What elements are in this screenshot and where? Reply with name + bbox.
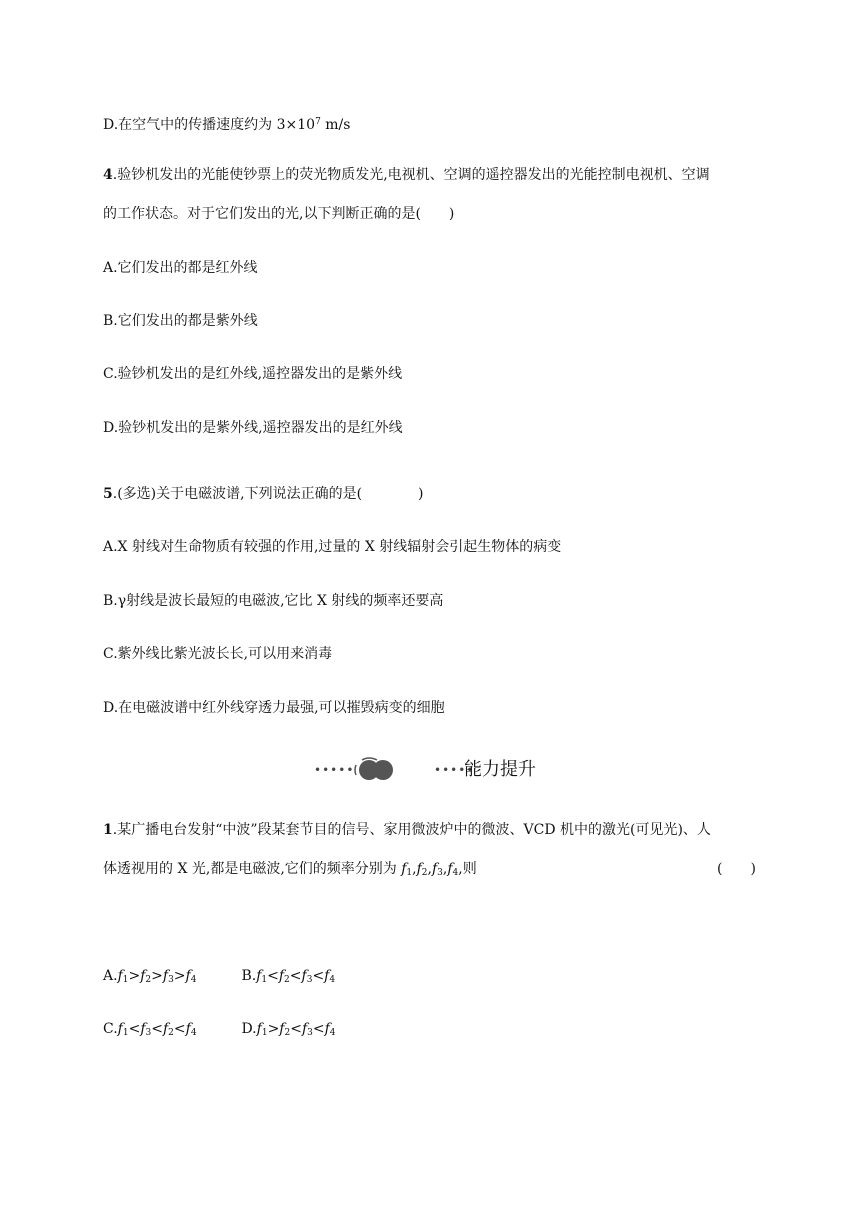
var-f: f — [416, 861, 422, 877]
section-divider — [314, 756, 554, 784]
p1-option-b: $B.f_1<f_2<f_3<f_4$ — [241, 968, 336, 985]
two-circles-icon — [350, 757, 400, 783]
q5-option-c: C.紫外线比紫光波长长,可以用来消毒 — [103, 646, 333, 662]
p1-stem-line2: 体透视用的 X 光,都是电磁波,它们的频率分别为 $f_1,f_2,f_3,f_4$,则 — [103, 861, 477, 878]
unit-text: m/s — [320, 117, 351, 133]
var-f: f — [401, 861, 407, 877]
answer-paren: ( ) — [717, 861, 756, 877]
p1-options-row1 — [103, 966, 375, 990]
var-f: f — [447, 861, 453, 877]
question-text: .某广播电台发射“中波”段某套节目的信号、家用微波炉中的微波、VCD 机中的激光(可见光)、人 — [112, 822, 711, 838]
p1-option-c: $C.f_1<f_3<f_2<f_4$ — [103, 1021, 197, 1038]
q4-option-b: B.它们发出的都是紫外线 — [103, 313, 258, 329]
q3-option-d — [103, 112, 350, 135]
q4-stem-line2: 的工作状态。对于它们发出的光,以下判断正确的是( ) — [103, 206, 455, 222]
question-number: 1 — [103, 822, 113, 838]
var-f: f — [431, 861, 438, 877]
subscript: 1 — [406, 868, 413, 878]
question-text: 体透视用的 X 光,都是电磁波,它们的频率分别为 — [103, 861, 402, 877]
question-text: ,则 — [458, 861, 477, 877]
q5-option-d: D.在电磁波谱中红外线穿透力最强,可以摧毁病变的细胞 — [103, 700, 445, 716]
question-text: .验钞机发出的光能使钞票上的荧光物质发光,电视机、空调的遥控器发出的光能控制电视机、空调 — [112, 167, 710, 183]
dots-left: ••••• — [314, 763, 355, 777]
q4-option-c: C.验钞机发出的是红外线,遥控器发出的是紫外线 — [103, 366, 403, 382]
q5-stem — [103, 484, 424, 504]
q4-option-d: D.验钞机发出的是紫外线,遥控器发出的是红外线 — [103, 420, 403, 436]
question-number: 5 — [103, 486, 113, 502]
p1-option-d: $D.f_1>f_2<f_3<f_4$ — [241, 1021, 336, 1038]
dots-right: ••••• — [434, 763, 475, 777]
option-text: D.在空气中的传播速度约为 3×10 — [103, 117, 316, 133]
exponent: 7 — [315, 117, 321, 127]
q5-option-a: A.X 射线对生命物质有较强的作用,过量的 X 射线辐射会引起生物体的病变 — [103, 539, 562, 555]
p1-options-row2 — [103, 1019, 375, 1043]
q4-stem-line1 — [103, 165, 710, 185]
section-title: 能力提升 — [464, 759, 536, 780]
p1-stem-line1 — [103, 820, 711, 840]
subscript: 2 — [421, 868, 428, 878]
question-number: 4 — [103, 167, 113, 183]
subscript: 3 — [437, 868, 443, 878]
q5-option-b: B.γ射线是波长最短的电磁波,它比 X 射线的频率还要高 — [103, 593, 444, 609]
subscript: 4 — [452, 868, 459, 878]
question-text: .(多选)关于电磁波谱,下列说法正确的是( ) — [112, 486, 424, 502]
q4-option-a: A.它们发出的都是红外线 — [103, 260, 258, 276]
p1-option-a: $A.f_1>f_2>f_3>f_4$ — [103, 968, 197, 985]
